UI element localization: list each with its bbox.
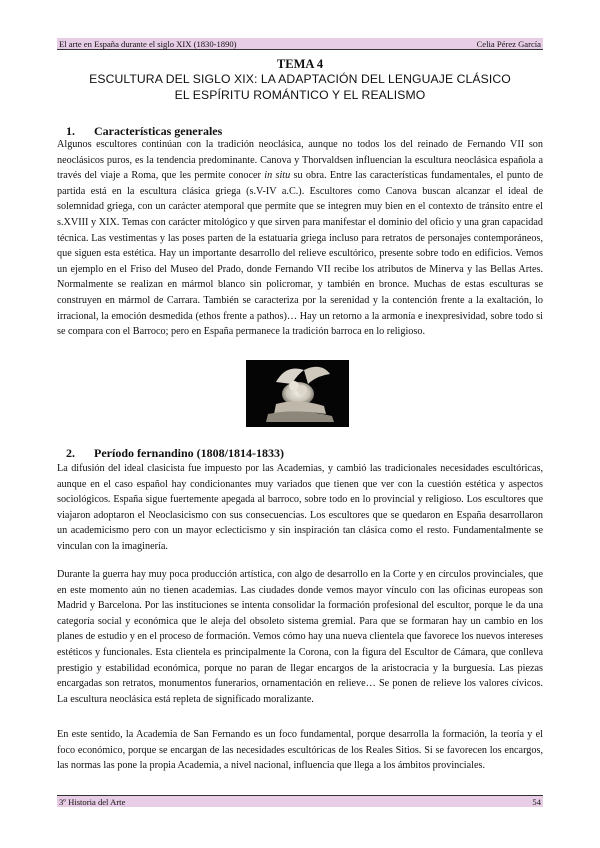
section-1-number: 1.: [66, 124, 75, 138]
canova-sculpture-image: [246, 360, 349, 427]
section-2-paragraph-3: En este sentido, la Academia de San Fernando es un foco fundamental, porque desarrolla la formación, la teoría y el foco económico, porque se encargan de las necesidades escultóricas de los Reales Sitios. Si se favorecen los encargos, las normas las pone la propia Academia, a nivel nacional, influencia que llega a los ámbitos provinciales.: [57, 729, 543, 772]
section-2-paragraph-2: Durante la guerra hay muy poca producción artística, con algo de desarrollo en la Corte y en círculos provinciales, que en este momento aún no tienen academias. Las ciudades donde vemos mayor vínculo con las oficinas europeas son Madrid y Barcelona. Por las instituciones se intenta consolidar la formación profesional del escultor, porque le da una categoría social y económica que le aleja del obsoleto sistema gremial. Para que se formaran hay un cambio en los planes de estudio y en el proceso de formación. Vemos cómo hay una nueva clientela que favorece los nuevos intereses estéticos y funcionales. Esta clientela es principalmente la Corona, con la figura del Escultor de Cámara, que conlleva prestigio y estabilidad económica, porque no paran de llegar encargos de la aristocracia y la burguesía. Las piezas encargadas son retratos, monumentos funerarios, ornamentación en relieve… Se ponen de relieve los valores cívicos. La escultura neoclásica está repleta de significado moralizante.: [57, 569, 543, 705]
section-2-title: Período fernandino (1808/1814-1833): [94, 446, 284, 460]
title-block: [57, 57, 543, 103]
page-footer: [57, 795, 543, 807]
title-line-2: EL ESPÍRITU ROMÁNTICO Y EL REALISMO: [174, 87, 426, 102]
title-line-1: ESCULTURA DEL SIGLO XIX: LA ADAPTACIÓN DEL LENGUAJE CLÁSICO: [89, 72, 511, 86]
section-2-paragraph-1: La difusión del ideal clasicista fue impuesto por las Academias, y cambió las tradicionales necesidades escultóricas, aunque en el caso español hay condicionantes muy variados que tienen que ver con la cuestión estética y aspectos sociológicos. España sigue fuertemente apegada al barroco, sobre todo en lo provincial y religioso. Los escultores que viajaron adoptaron el Neoclasicismo con sus consecuencias. Los escultores que se quedaron en España desarrollaron un academicismo pero con un mayor eclecticismo y sin inspiración tan clásica como el resto. Fundamentalmente se vinculan con la imaginería.: [57, 463, 543, 552]
section-2-heading: [66, 446, 284, 460]
header-course-title: El arte en España durante el siglo XIX (1830-1890): [59, 39, 237, 49]
section-1-title: Características generales: [94, 124, 223, 138]
section-1-paragraph: [57, 137, 543, 340]
section-2-number: 2.: [66, 446, 75, 460]
section-1-italic: in situ: [264, 170, 291, 182]
section-1-heading: [66, 124, 222, 138]
page-number: 54: [532, 797, 541, 807]
sculpture-figure-graphic: [246, 360, 349, 427]
section-1-text-b: su obra. Entre las características fundamentales, el punto de partida está en la escultura clásica griega (s.V-IV a.C.). Escultores como Canova buscan alcanzar el ideal de solemnidad griega, con un carácter atemporal que permite que se integren muy bien en el contexto de tránsito entre el s.XVIII y XIX. Temas con carácter mitológico y que sirven para manifestar el dominio del oficio y una gran capacidad técnica. Las vestimentas y las poses parten de la estatuaria griega incluso para retratos de personajes contemporáneos, que siguen esta estética. Hay un importante desarrollo del relieve escultórico, presente sobre todo en edificios. Vemos un ejemplo en el Friso del Museo del Prado, donde Fernando VII recibe los atributos de Minerva y las Bellas Artes. Normalmente se realizan en mármol blanco sin policromar, y también en bronce. Muchas de estas esculturas se construyen en mármol de Carrara. También se caracteriza por la serenidad y la contención frente a la exaltación, lo irracional, la emoción desmedida (ethos frente a pathos)… Hay un retorno a la armonía e inexpresividad, sobre todo si se compara con el Barroco; pero en España permanece la tradición barroca en lo religioso.: [57, 170, 543, 338]
section-1-text-a: Algunos escultores continúan con la tradición neoclásica, aunque no todos los del reinado de Fernando VII son neoclásicos puros, es la tendencia predominante. Canova y Thorvaldsen influencian la escultura neoclásica española a través del viaje a Roma, que les permite conocer: [57, 139, 543, 182]
page-header: [57, 38, 543, 50]
header-author: Celia Pérez García: [476, 39, 541, 49]
footer-course: 3º Historia del Arte: [59, 797, 126, 807]
tema-title: TEMA 4: [276, 57, 324, 71]
